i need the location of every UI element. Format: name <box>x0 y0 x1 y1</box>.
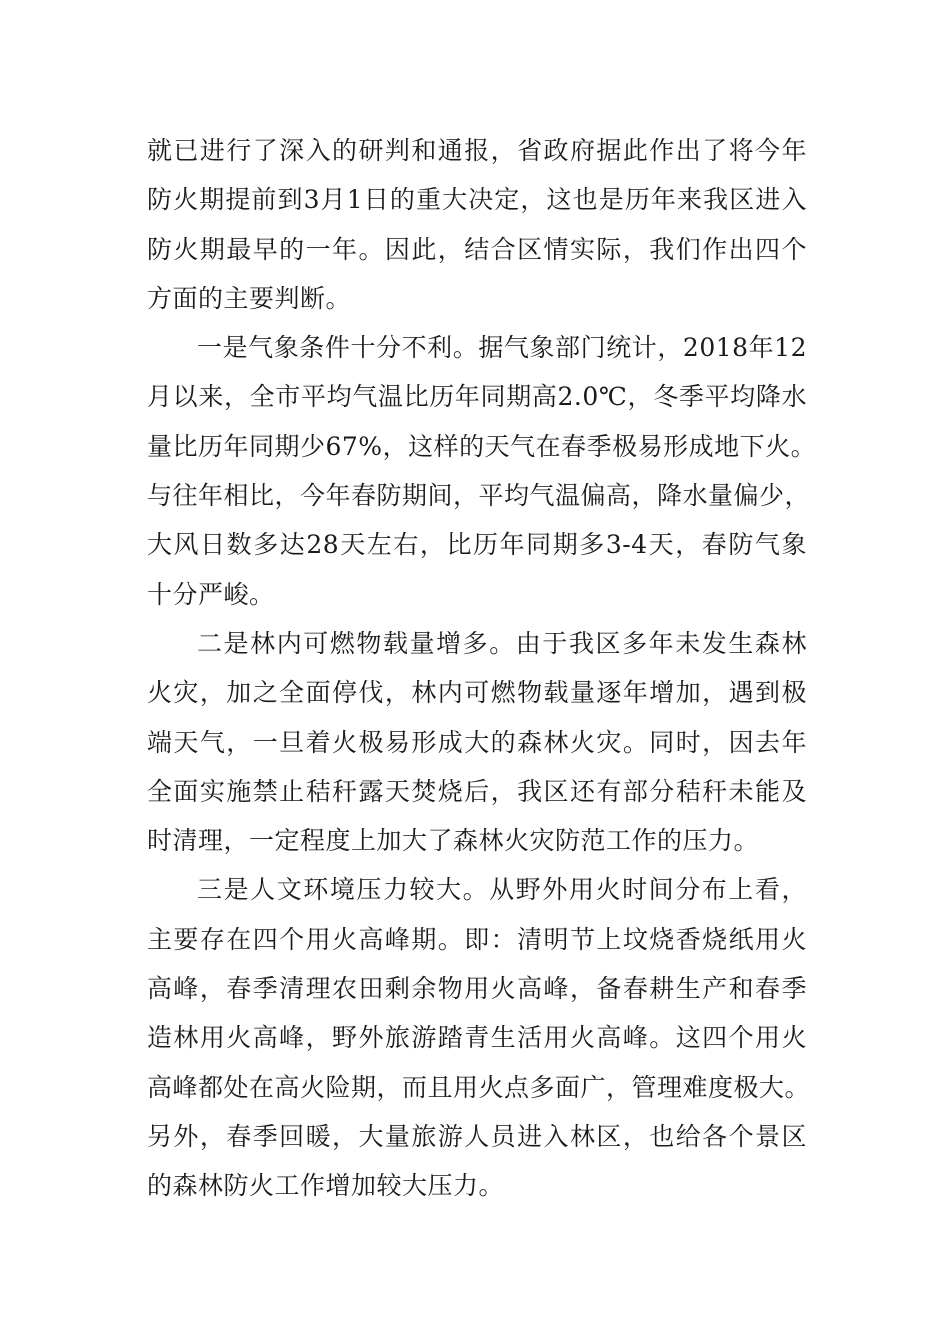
text-line: 与往年相比，今年春防期间，平均气温偏高，降水量偏少， <box>147 481 811 511</box>
text-line: 火灾，加之全面停伐，林内可燃物载量逐年增加，遇到极 <box>147 678 807 708</box>
document-body <box>147 126 817 1211</box>
text-line: 时清理，一定程度上加大了森林火灾防范工作的压力。 <box>147 826 760 856</box>
paragraph-start-line: 三是人文环境压力较大。从野外用火时间分布上看， <box>197 875 807 905</box>
text-line: 就已进行了深入的研判和通报，省政府据此作出了将今年 <box>147 136 807 165</box>
text-line: 的森林防火工作增加较大压力。 <box>147 1171 505 1201</box>
text-line: 大风日数多达28天左右，比历年同期多3-4天，春防气象 <box>147 530 807 560</box>
paragraph-start-line: 一是气象条件十分不利。据气象部门统计，2018年12 <box>197 333 807 363</box>
text-line: 造林用火高峰，野外旅游踏青生活用火高峰。这四个用火 <box>147 1023 807 1053</box>
paragraph-start-line: 二是林内可燃物载量增多。由于我区多年未发生森林 <box>197 628 807 658</box>
text-line: 方面的主要判断。 <box>147 283 352 313</box>
text-line: 防火期提前到3月1日的重大决定，这也是历年来我区进入 <box>147 185 807 215</box>
text-line: 防火期最早的一年。因此，结合区情实际，我们作出四个 <box>147 234 807 264</box>
text-line: 十分严峻。 <box>147 579 275 609</box>
text-line: 量比历年同期少67%，这样的天气在春季极易形成地下火。 <box>147 431 817 461</box>
text-line: 月以来，全市平均气温比历年同期高2.0℃，冬季平均降水 <box>147 382 807 412</box>
text-line: 高峰都处在高火险期，而且用火点多面广，管理难度极大。 <box>147 1072 811 1102</box>
text-line: 另外，春季回暖，大量旅游人员进入林区，也给各个景区 <box>147 1121 807 1151</box>
text-line: 全面实施禁止秸秆露天焚烧后，我区还有部分秸秆未能及 <box>147 776 807 806</box>
text-line: 主要存在四个用火高峰期。即：清明节上坟烧香烧纸用火 <box>147 924 807 954</box>
text-line: 高峰，春季清理农田剩余物用火高峰，备春耕生产和春季 <box>147 974 807 1004</box>
text-line: 端天气，一旦着火极易形成大的森林火灾。同时，因去年 <box>147 727 807 757</box>
